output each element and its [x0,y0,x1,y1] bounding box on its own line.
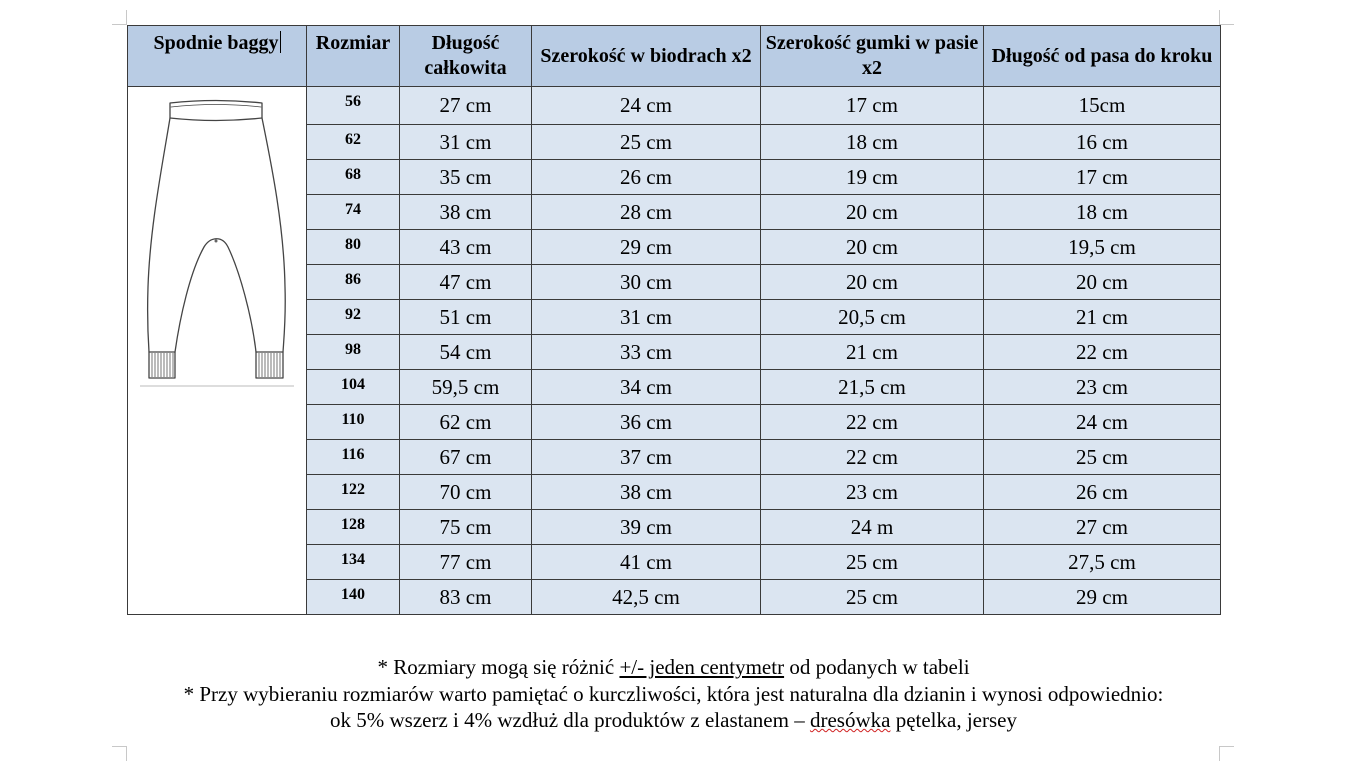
waistband-width-cell[interactable]: 18 cm [761,125,984,160]
total-length-cell[interactable]: 70 cm [400,475,532,510]
hip-width-cell[interactable]: 37 cm [532,440,761,475]
waist-to-crotch-cell[interactable]: 27 cm [984,510,1221,545]
note-shrinkage-detail[interactable]: ok 5% wszerz i 4% wzdłuż dla produktów z elastanem – dresówka pętelka, jersey [330,708,1017,732]
total-length-cell[interactable]: 62 cm [400,405,532,440]
waist-to-crotch-cell[interactable]: 23 cm [984,370,1221,405]
total-length-cell[interactable]: 67 cm [400,440,532,475]
size-cell[interactable]: 74 [307,195,400,230]
waistband-width-cell[interactable]: 21,5 cm [761,370,984,405]
total-length-cell[interactable]: 77 cm [400,545,532,580]
page-corner-top-right [1219,10,1234,25]
waistband-width-cell[interactable]: 23 cm [761,475,984,510]
hip-width-cell[interactable]: 36 cm [532,405,761,440]
product-image-cell[interactable] [128,87,307,615]
waist-to-crotch-cell[interactable]: 19,5 cm [984,230,1221,265]
waist-to-crotch-cell[interactable]: 29 cm [984,580,1221,615]
waist-to-crotch-cell[interactable]: 20 cm [984,265,1221,300]
waist-to-crotch-cell[interactable]: 25 cm [984,440,1221,475]
size-cell[interactable]: 86 [307,265,400,300]
total-length-cell[interactable]: 38 cm [400,195,532,230]
hip-width-cell[interactable]: 30 cm [532,265,761,300]
size-cell[interactable]: 104 [307,370,400,405]
waistband-width-cell[interactable]: 20 cm [761,195,984,230]
total-length-cell[interactable]: 47 cm [400,265,532,300]
waist-to-crotch-cell[interactable]: 24 cm [984,405,1221,440]
waist-to-crotch-cell[interactable]: 21 cm [984,300,1221,335]
waist-to-crotch-cell[interactable]: 22 cm [984,335,1221,370]
hip-width-cell[interactable]: 39 cm [532,510,761,545]
waist-to-crotch-cell[interactable]: 16 cm [984,125,1221,160]
waistband-width-cell[interactable]: 17 cm [761,87,984,125]
size-cell[interactable]: 110 [307,405,400,440]
note-shrinkage[interactable]: * Przy wybieraniu rozmiarów warto pamiętać o kurczliwości, która jest naturalna dla dzianin i wynosi odpowiednio: [183,681,1164,706]
size-cell[interactable]: 56 [307,87,400,125]
table-row [128,87,1221,125]
waistband-width-cell[interactable]: 19 cm [761,160,984,195]
tolerance-underlined: +/- jeden centymetr [619,655,785,679]
header-row [128,26,1221,87]
header-waistband-width[interactable]: Szerokość gumki w pasie x2 [761,26,984,87]
hip-width-cell[interactable]: 31 cm [532,300,761,335]
size-cell[interactable]: 122 [307,475,400,510]
waistband-width-cell[interactable]: 22 cm [761,440,984,475]
header-size[interactable]: Rozmiar [307,26,400,87]
hip-width-cell[interactable]: 38 cm [532,475,761,510]
hip-width-cell[interactable]: 29 cm [532,230,761,265]
hip-width-cell[interactable]: 26 cm [532,160,761,195]
page-corner-bottom-right [1219,746,1234,761]
waist-to-crotch-cell[interactable]: 26 cm [984,475,1221,510]
size-cell[interactable]: 68 [307,160,400,195]
total-length-cell[interactable]: 27 cm [400,87,532,125]
waistband-width-cell[interactable]: 22 cm [761,405,984,440]
hip-width-cell[interactable]: 41 cm [532,545,761,580]
total-length-cell[interactable]: 43 cm [400,230,532,265]
waistband-width-cell[interactable]: 25 cm [761,580,984,615]
note-tolerance[interactable]: * Rozmiary mogą się różnić +/- jeden centymetr od podanych w tabeli [377,655,970,679]
hip-width-cell[interactable]: 24 cm [532,87,761,125]
page-corner-bottom-left [112,746,127,761]
size-cell[interactable]: 62 [307,125,400,160]
size-cell[interactable]: 92 [307,300,400,335]
hip-width-cell[interactable]: 34 cm [532,370,761,405]
header-hip-width[interactable]: Szerokość w biodrach x2 [532,26,761,87]
total-length-cell[interactable]: 31 cm [400,125,532,160]
waistband-width-cell[interactable]: 24 m [761,510,984,545]
waist-to-crotch-cell[interactable]: 15cm [984,87,1221,125]
size-cell[interactable]: 140 [307,580,400,615]
waistband-width-cell[interactable]: 25 cm [761,545,984,580]
header-waist-to-crotch[interactable]: Długość od pasa do kroku [984,26,1221,87]
footnotes [127,654,1220,734]
hip-width-cell[interactable]: 25 cm [532,125,761,160]
spellcheck-flagged-word[interactable]: dresówka [809,708,891,732]
waistband-width-cell[interactable]: 20 cm [761,230,984,265]
size-cell[interactable]: 134 [307,545,400,580]
total-length-cell[interactable]: 35 cm [400,160,532,195]
baggy-pants-drawing-icon [128,87,307,397]
page-corner-top-left [112,10,127,25]
hip-width-cell[interactable]: 42,5 cm [532,580,761,615]
waistband-width-cell[interactable]: 21 cm [761,335,984,370]
hip-width-cell[interactable]: 28 cm [532,195,761,230]
hip-width-cell[interactable]: 33 cm [532,335,761,370]
size-cell[interactable]: 128 [307,510,400,545]
size-chart-table [127,25,1221,615]
header-total-length[interactable]: Długość całkowita [400,26,532,87]
waist-to-crotch-cell[interactable]: 17 cm [984,160,1221,195]
size-cell[interactable]: 80 [307,230,400,265]
text-cursor [280,31,281,53]
size-cell[interactable]: 98 [307,335,400,370]
total-length-cell[interactable]: 51 cm [400,300,532,335]
total-length-cell[interactable]: 75 cm [400,510,532,545]
header-product[interactable]: Spodnie baggy [128,26,307,87]
waistband-width-cell[interactable]: 20,5 cm [761,300,984,335]
waist-to-crotch-cell[interactable]: 18 cm [984,195,1221,230]
waist-to-crotch-cell[interactable]: 27,5 cm [984,545,1221,580]
total-length-cell[interactable]: 83 cm [400,580,532,615]
size-cell[interactable]: 116 [307,440,400,475]
waistband-width-cell[interactable]: 20 cm [761,265,984,300]
total-length-cell[interactable]: 59,5 cm [400,370,532,405]
total-length-cell[interactable]: 54 cm [400,335,532,370]
